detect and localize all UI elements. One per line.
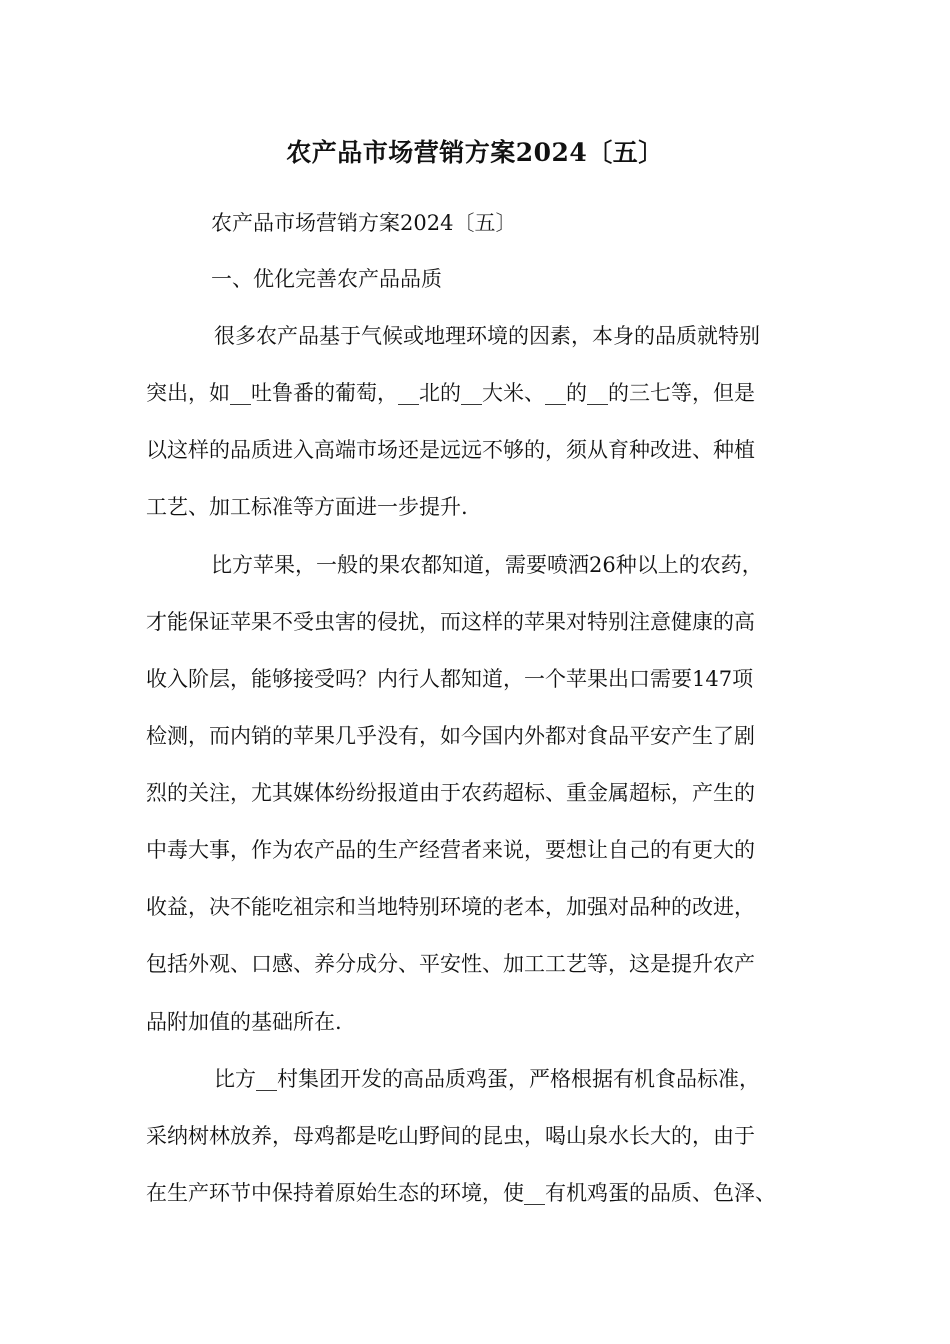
paragraph-line: 检测，而内销的苹果几乎没有，如今国内外都对食品平安产生了剧: [146, 724, 755, 748]
paragraph-line: 收益，决不能吃祖宗和当地特别环境的老本，加强对品种的改进，: [146, 895, 755, 919]
paragraph-line: 品附加值的基础所在.: [146, 1010, 342, 1034]
document-title: 农产品市场营销方案2024〔五〕: [286, 138, 664, 167]
paragraph-line: 很多农产品基于气候或地理环境的因素，本身的品质就特别: [214, 324, 760, 348]
paragraph-line: 包括外观、口感、养分成分、平安性、加工工艺等，这是提升农产: [146, 952, 755, 976]
paragraph-line: 在生产环节中保持着原始生态的环境，使__有机鸡蛋的品质、色泽、: [146, 1181, 776, 1205]
paragraph-line: 以这样的品质进入高端市场还是远远不够的，须从育种改进、种植: [146, 438, 755, 462]
section-heading: 一、优化完善农产品品质: [211, 267, 442, 291]
paragraph-line: 比方苹果，一般的果农都知道，需要喷洒26种以上的农药，: [211, 553, 763, 577]
paragraph-line: 收入阶层，能够接受吗？内行人都知道，一个苹果出口需要147项: [146, 667, 754, 691]
paragraph-line: 中毒大事，作为农产品的生产经营者来说，要想让自己的有更大的: [146, 838, 755, 862]
paragraph-line: 突出，如__吐鲁番的葡萄，__北的__大米、__的__的三七等，但是: [146, 381, 755, 405]
paragraph-line: 采纳树林放养，母鸡都是吃山野间的昆虫，喝山泉水长大的，由于: [146, 1124, 755, 1148]
paragraph-line: 比方__村集团开发的高品质鸡蛋，严格根据有机食品标准，: [214, 1067, 760, 1091]
paragraph-line: 工艺、加工标准等方面进一步提升.: [146, 495, 468, 519]
paragraph-line: 烈的关注，尤其媒体纷纷报道由于农药超标、重金属超标，产生的: [146, 781, 755, 805]
paragraph-line: 才能保证苹果不受虫害的侵扰，而这样的苹果对特别注意健康的高: [146, 610, 755, 634]
document-subtitle: 农产品市场营销方案2024〔五〕: [211, 211, 517, 235]
